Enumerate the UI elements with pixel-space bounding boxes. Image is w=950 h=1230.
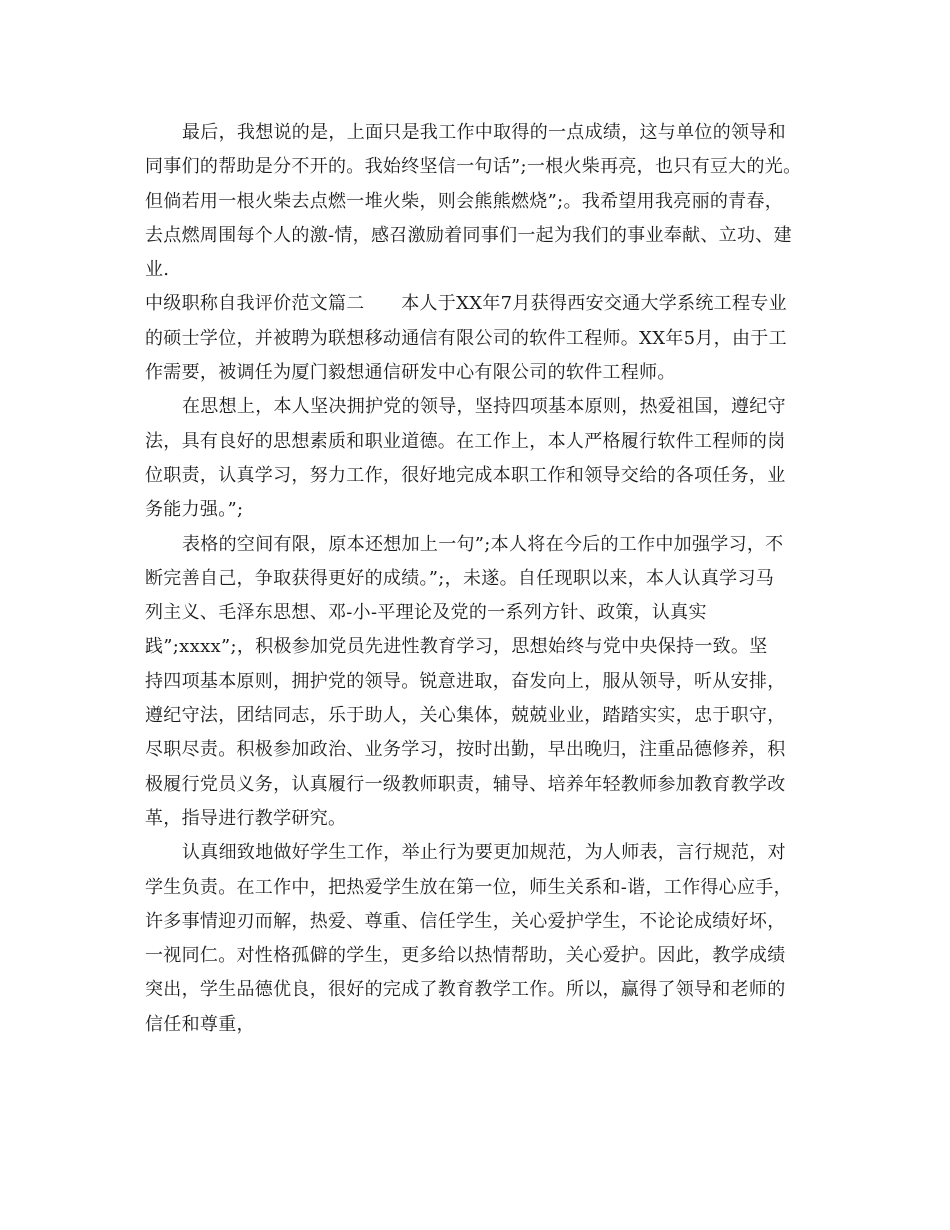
text-line: 一视同仁。对性格孤僻的学生，更多给以热情帮助，关心爱护。因此，教学成绩: [145, 945, 786, 967]
text-line: 位职责，认真学习，努力工作，很好地完成本职工作和领导交给的各项任务，业: [145, 464, 786, 486]
text-line: 学生负责。在工作中，把热爱学生放在第一位，师生关系和-谐，工作得心应手，: [145, 876, 792, 898]
text-line: 认真细致地做好学生工作，举止行为要更加规范，为人师表，言行规范，对: [182, 842, 786, 864]
text-line: 尽职尽责。积极参加政治、业务学习，按时出勤，早出晚归，注重品德修养，积: [145, 739, 786, 761]
document-body: [145, 116, 835, 1042]
text-line: 业.: [145, 259, 170, 281]
text-line: 践”;xxxx”;，积极参加党员先进性教育学习，思想始终与党中央保持一致。坚: [145, 636, 768, 658]
text-line: 突出，学生品德优良，很好的完成了教育教学工作。所以，赢得了领导和老师的: [145, 979, 786, 1001]
text-line: 的硕士学位，并被聘为联想移动通信有限公司的软件工程师。XX年5月，由于工: [145, 327, 787, 349]
text-line: 断完善自己，争取获得更好的成绩。”;，未遂。自任现职以来，本人认真学习马: [145, 567, 775, 589]
text-line: 务能力强。”;: [145, 499, 244, 521]
text-line: 去点燃周围每个人的激-情，感召激励着同事们一起为我们的事业奉献、立功、建: [145, 224, 792, 246]
text-line: 表格的空间有限，原本还想加上一句”;本人将在今后的工作中加强学习，不: [182, 533, 784, 555]
section-heading-line: 中级职称自我评价范文篇二 本人于XX年7月获得西安交通大学系统工程专业: [145, 293, 787, 315]
text-line: 同事们的帮助是分不开的。我始终坚信一句话”;一根火柴再亮，也只有豆大的光。: [145, 156, 802, 178]
text-line: 极履行党员义务，认真履行一级教师职责，辅导、培养年轻教师参加教育教学改: [145, 773, 786, 795]
text-line: 遵纪守法，团结同志，乐于助人，关心集体，兢兢业业，踏踏实实，忠于职守，: [145, 705, 786, 727]
text-line: 但倘若用一根火柴去点燃一堆火柴，则会熊熊燃烧”;。我希望用我亮丽的青春，: [145, 190, 784, 212]
text-line: 法，具有良好的思想素质和职业道德。在工作上，本人严格履行软件工程师的岗: [145, 430, 786, 452]
text-line: 持四项基本原则，拥护党的领导。锐意进取，奋发向上，服从领导，听从安排，: [145, 670, 786, 692]
text-line: 作需要，被调任为厦门毅想通信研发中心有限公司的软件工程师。: [145, 362, 676, 384]
text-line: 信任和尊重，: [145, 1013, 255, 1035]
text-line: 在思想上，本人坚决拥护党的领导，坚持四项基本原则，热爱祖国，遵纪守: [182, 396, 786, 418]
text-line: 革，指导进行教学研究。: [145, 807, 347, 829]
text-line: 许多事情迎刃而解，热爱、尊重、信任学生，关心爱护学生，不论论成绩好坏，: [145, 910, 786, 932]
text-line: 列主义、毛泽东思想、邓-小-平理论及党的一系列方针、政策，认真实: [145, 602, 707, 624]
text-line: 最后，我想说的是，上面只是我工作中取得的一点成绩，这与单位的领导和: [182, 122, 786, 143]
